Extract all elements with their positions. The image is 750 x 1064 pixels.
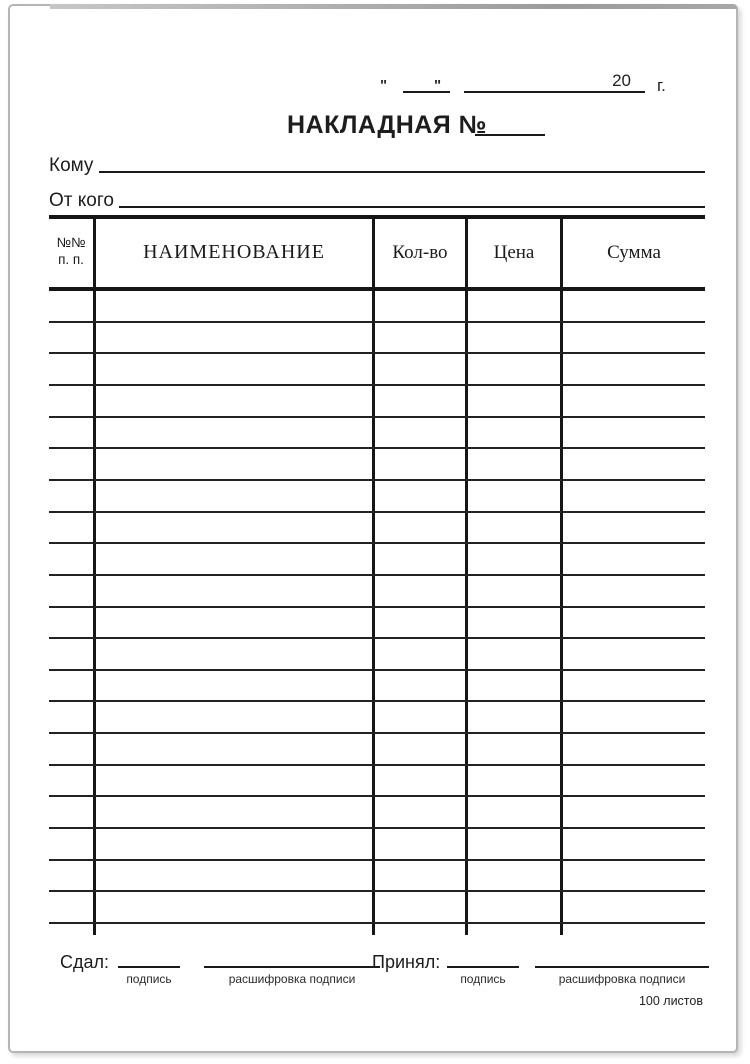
gave-name-caption: расшифровка подписи (228, 972, 356, 986)
table-row-line (49, 732, 705, 734)
table-row-line (49, 384, 705, 386)
date-year-suffix: г. (657, 76, 666, 95)
received-label: Принял: (372, 952, 441, 972)
received-signature-blank (447, 952, 519, 968)
gave-label: Сдал: (60, 952, 110, 972)
to-label: Кому (49, 155, 94, 176)
from-blank-line (119, 187, 705, 208)
header-qty: Кол-во (392, 242, 448, 263)
scanned-form-page (8, 4, 738, 1053)
table-row-line (49, 542, 705, 544)
table-row-line (49, 827, 705, 829)
table-row-line (49, 574, 705, 576)
date-close-quote: " (434, 77, 442, 94)
table-row-line (49, 922, 705, 924)
gave-signature-blank (118, 952, 180, 968)
scan-edge-artifact (50, 4, 737, 9)
header-price: Цена (493, 242, 535, 263)
header-num-line2: п. п. (58, 252, 84, 267)
date-month-year-blank (464, 71, 645, 93)
items-table (49, 215, 705, 939)
table-row-line (49, 890, 705, 892)
to-blank-line (99, 152, 705, 173)
invoice-number-blank (475, 116, 545, 136)
table-row-line (49, 700, 705, 702)
received-signature-caption: подпись (460, 972, 506, 986)
received-name-blank (535, 952, 709, 968)
table-row-line (49, 352, 705, 354)
date-open-quote: " (380, 77, 388, 94)
table-row-line (49, 416, 705, 418)
table-row-line (49, 321, 705, 323)
table-row-line (49, 606, 705, 608)
header-num (49, 234, 93, 268)
gave-name-blank (204, 952, 380, 968)
date-year-prefix: 20 (612, 71, 631, 90)
table-row-line (49, 764, 705, 766)
table-row-line (49, 447, 705, 449)
sheets-note: 100 листов (638, 994, 703, 1008)
page-title: НАКЛАДНАЯ № (287, 111, 488, 139)
table-row-line (49, 637, 705, 639)
header-name: НАИМЕНОВАНИЕ (143, 241, 325, 263)
table-row-line (49, 669, 705, 671)
table-header-bottom-border (49, 287, 705, 291)
table-top-border (49, 215, 705, 219)
table-row-line (49, 479, 705, 481)
header-sum: Сумма (607, 242, 661, 263)
gave-signature-caption: подпись (126, 972, 172, 986)
table-row-line (49, 859, 705, 861)
table-row-line (49, 511, 705, 513)
from-label: От кого (49, 190, 114, 211)
date-day-blank (403, 78, 450, 93)
received-name-caption: расшифровка подписи (558, 972, 686, 986)
table-row-line (49, 795, 705, 797)
header-num-line1: №№ (56, 235, 86, 250)
